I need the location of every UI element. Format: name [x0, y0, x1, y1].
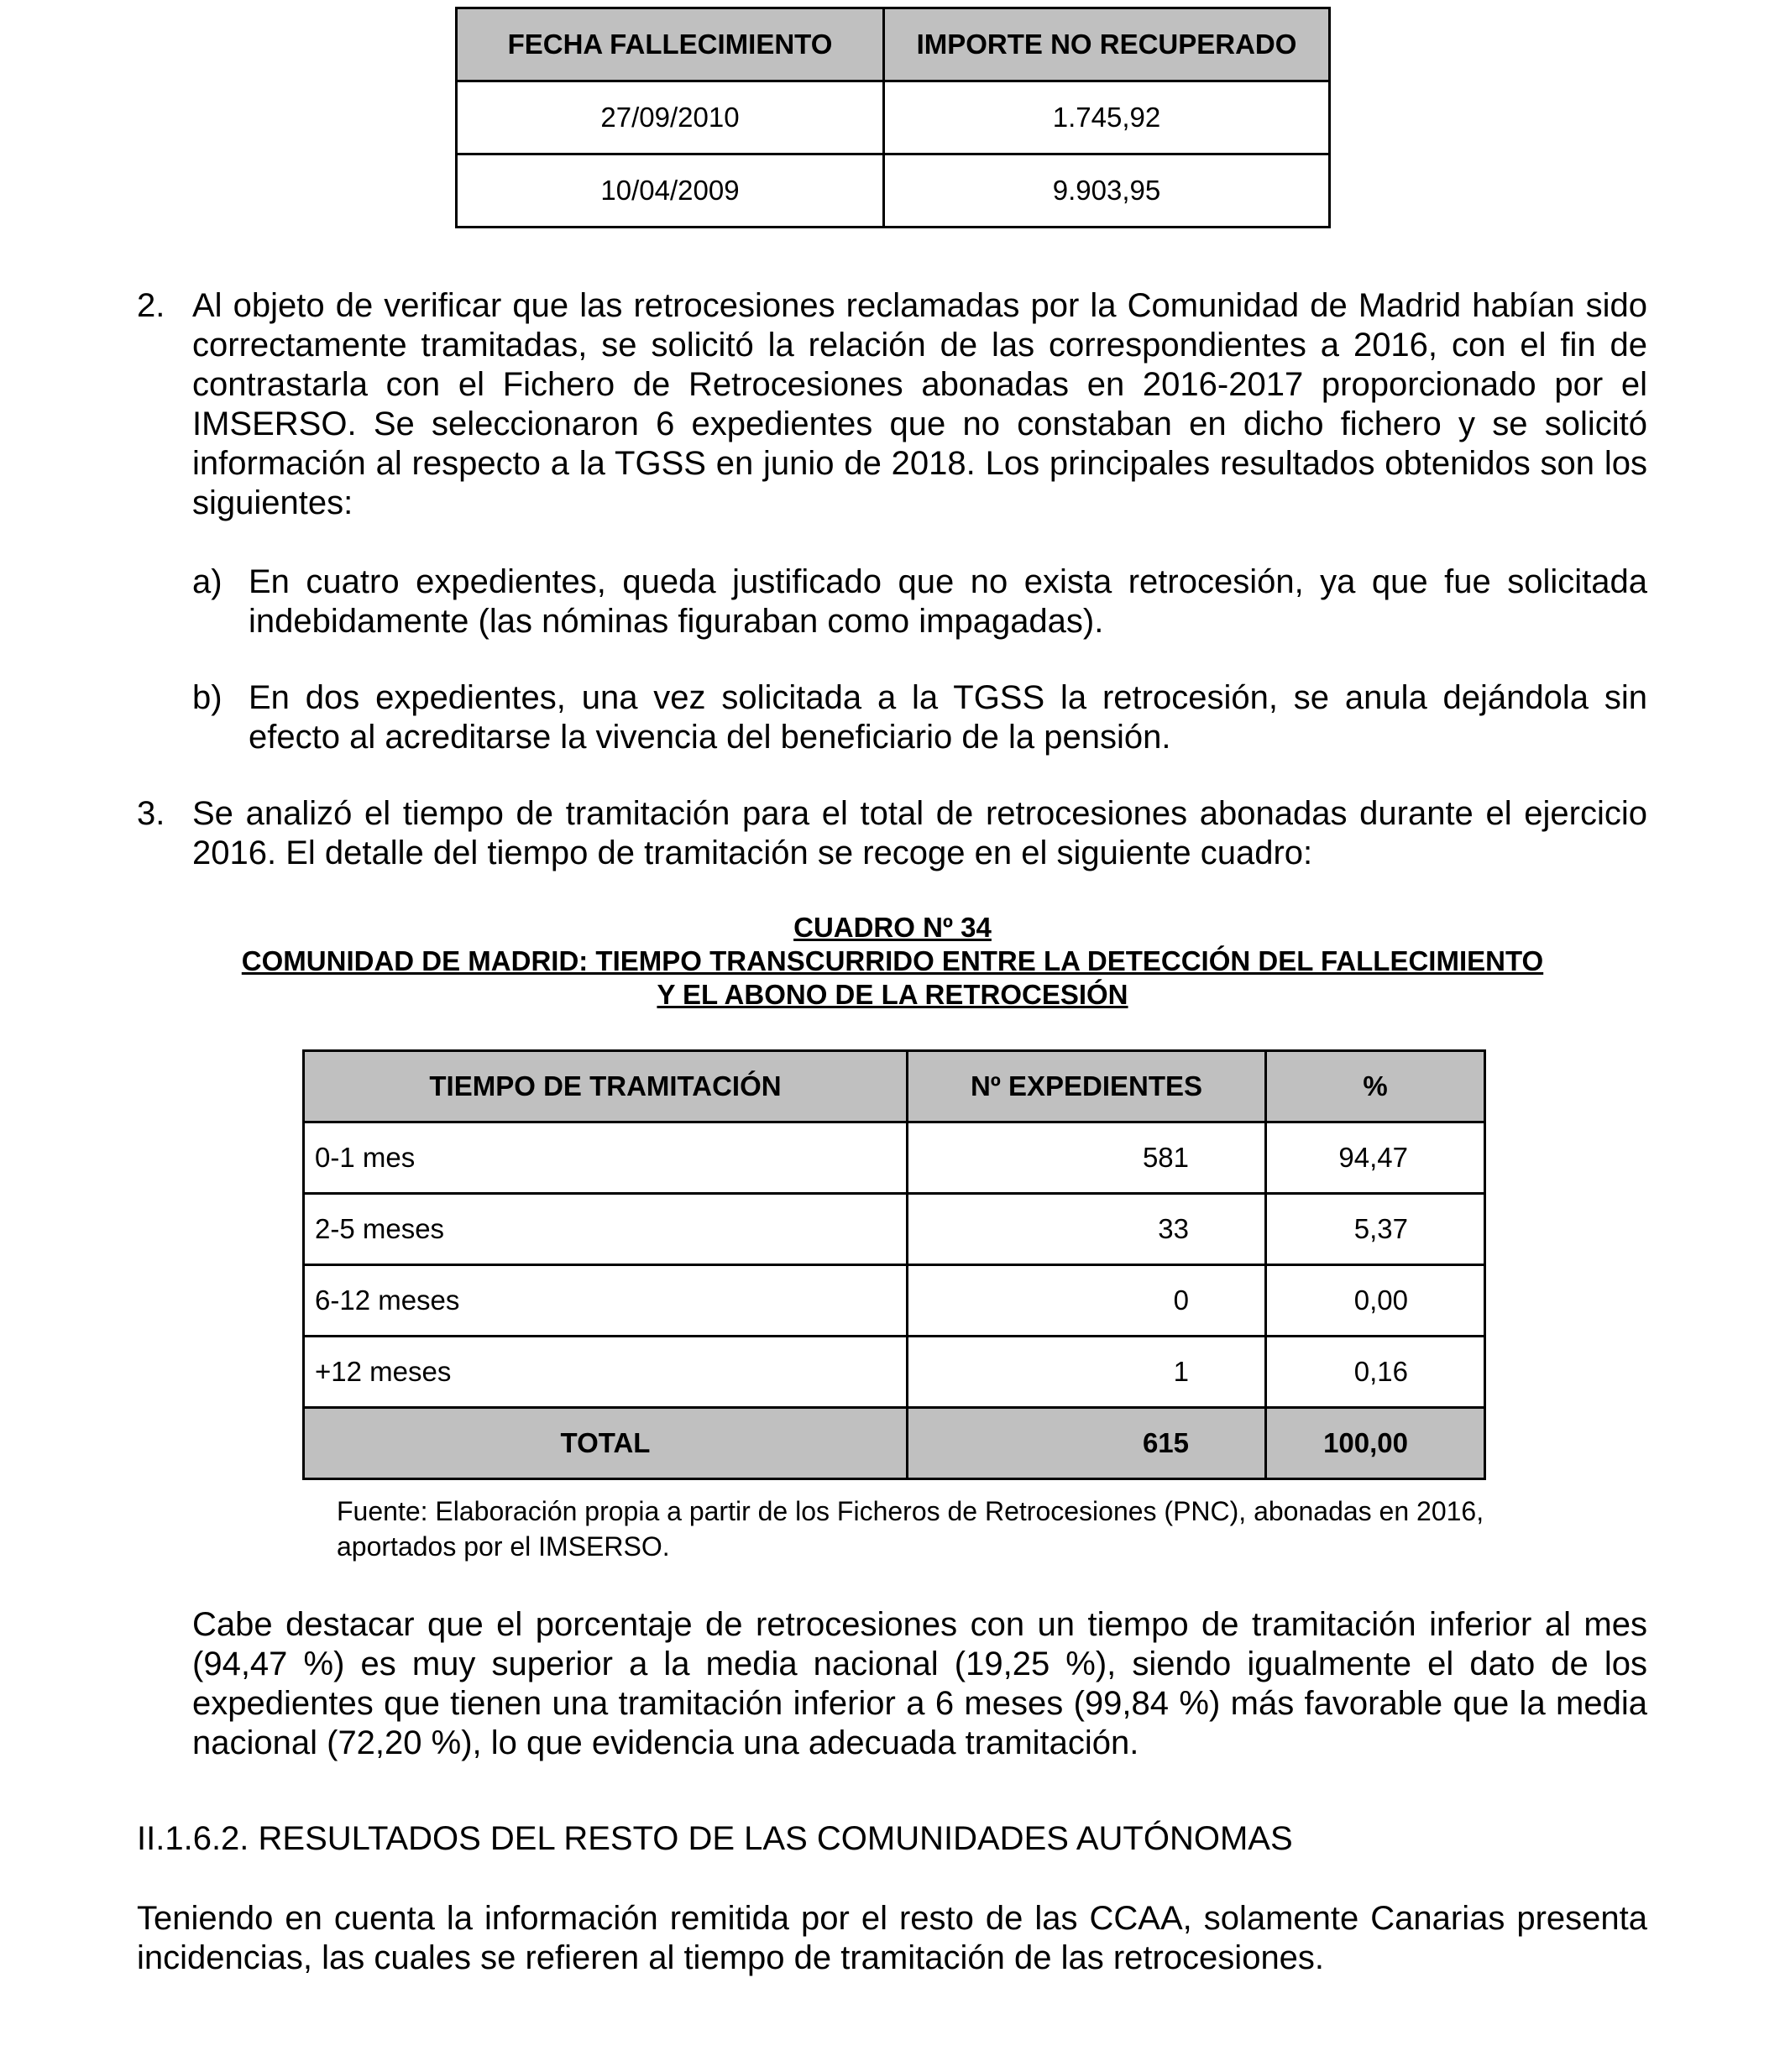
column-header: FECHA FALLECIMIENTO [457, 8, 884, 81]
table-row [304, 1122, 1485, 1194]
table-cell: TOTAL [304, 1408, 908, 1479]
subitem-a-text: En cuatro expedientes, queda justificado que no exista retrocesión, ya que fue solicitada indebidamente (las nóminas figuraban como impagadas). [249, 563, 1647, 640]
subitem-label: a) [192, 563, 222, 600]
table-cell: 5,37 [1266, 1194, 1485, 1265]
table-cell: 9.903,95 [884, 154, 1330, 228]
subitem-label: b) [192, 679, 222, 716]
table-cell: 27/09/2010 [457, 81, 884, 154]
table-cell: 1 [908, 1337, 1266, 1408]
table-header-row [457, 8, 1330, 81]
table-source-note: Fuente: Elaboración propia a partir de los Ficheros de Retrocesiones (PNC), abonadas en 2016, aportados por el IMSERSO. [337, 1496, 1484, 1562]
table-cell: 2-5 meses [304, 1194, 908, 1265]
table-cell: 615 [908, 1408, 1266, 1479]
item-3-text: Se analizó el tiempo de tramitación para el total de retrocesiones abonadas durante el ejercicio 2016. El detalle del tiempo de tramitación se recoge en el siguiente cuadro: [192, 795, 1647, 871]
table-cell: 581 [908, 1122, 1266, 1194]
table-row [457, 154, 1330, 228]
table-row [304, 1194, 1485, 1265]
table-cell: 94,47 [1266, 1122, 1485, 1194]
item-number: 3. [137, 795, 165, 832]
table-caption-number: CUADRO Nº 34 [793, 912, 992, 943]
table-cell: 1.745,92 [884, 81, 1330, 154]
table-cell: 100,00 [1266, 1408, 1485, 1479]
table-row [304, 1337, 1485, 1408]
subitem-b-text: En dos expedientes, una vez solicitada a la TGSS la retrocesión, se anula dejándola sin efecto al acreditarse la vivencia del beneficiario de la pensión. [249, 679, 1647, 756]
table-total-row [304, 1408, 1485, 1479]
table-row [457, 81, 1330, 154]
column-header: % [1266, 1051, 1485, 1122]
column-header: Nº EXPEDIENTES [908, 1051, 1266, 1122]
section-heading: II.1.6.2. RESULTADOS DEL RESTO DE LAS COMUNIDADES AUTÓNOMAS [137, 1820, 1293, 1857]
processing-time-table [302, 1049, 1486, 1480]
table-cell: +12 meses [304, 1337, 908, 1408]
table-caption-title: COMUNIDAD DE MADRID: TIEMPO TRANSCURRIDO ENTRE LA DETECCIÓN DEL FALLECIMIENTO [241, 945, 1544, 976]
table-cell: 0,00 [1266, 1265, 1485, 1337]
table-cell: 0,16 [1266, 1337, 1485, 1408]
table-cell: 6-12 meses [304, 1265, 908, 1337]
deaths-table [455, 7, 1331, 228]
item-2-text: Al objeto de verificar que las retrocesiones reclamadas por la Comunidad de Madrid habían sido correctamente tramitadas, se solicitó la relación de las correspondientes a 2016, con el fin de contrastarla con el Fichero de Retrocesiones abonadas en 2016-2017 proporcionado por el IMSERSO. Se seleccionaron 6 expedientes que no constaban en dicho fichero y se solicitó información al respecto a la TGSS en junio de 2018. Los principales resultados obtenidos son los siguientes: [192, 287, 1647, 521]
final-paragraph: Teniendo en cuenta la información remitida por el resto de las CCAA, solamente Canarias presenta incidencias, las cuales se refieren al tiempo de tramitación de las retrocesiones. [137, 1900, 1647, 1976]
column-header: TIEMPO DE TRAMITACIÓN [304, 1051, 908, 1122]
item-number: 2. [137, 287, 165, 324]
column-header: IMPORTE NO RECUPERADO [884, 8, 1330, 81]
table-caption-title-cont: Y EL ABONO DE LA RETROCESIÓN [657, 979, 1128, 1010]
table-cell: 0 [908, 1265, 1266, 1337]
table-row [304, 1265, 1485, 1337]
table-header-row [304, 1051, 1485, 1122]
table-cell: 0-1 mes [304, 1122, 908, 1194]
conclusion-paragraph: Cabe destacar que el porcentaje de retrocesiones con un tiempo de tramitación inferior al mes (94,47 %) es muy superior a la media nacional (19,25 %), siendo igualmente el dato de los expedientes que tienen una tramitación inferior a 6 meses (99,84 %) más favorable que la media nacional (72,20 %), lo que evidencia una adecuada tramitación. [192, 1606, 1647, 1761]
table-cell: 10/04/2009 [457, 154, 884, 228]
table-cell: 33 [908, 1194, 1266, 1265]
